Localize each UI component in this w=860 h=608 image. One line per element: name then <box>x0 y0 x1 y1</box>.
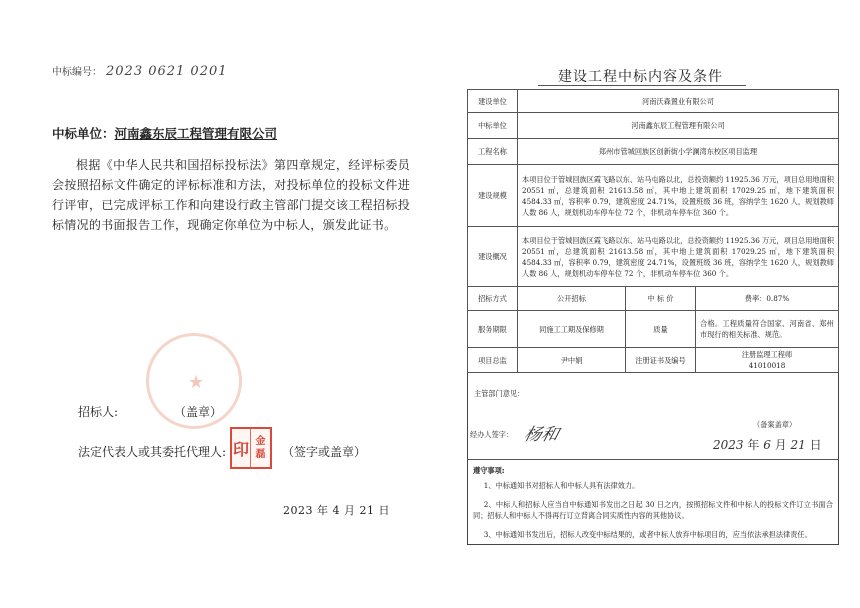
build-unit-value: 河南沃森置业有限公司 <box>518 90 839 113</box>
approval-date-month: 6 <box>763 438 771 452</box>
approval-date-year: 2023 <box>713 438 744 452</box>
tenderer-label: 招标人: <box>78 405 119 419</box>
record-seal-label: （备案盖章） <box>753 420 797 429</box>
table-row <box>468 90 839 113</box>
conditions-title: 建设工程中标内容及条件 <box>558 69 723 85</box>
approval-date-month-unit: 月 <box>774 438 787 452</box>
director-value: 尹中娟 <box>518 348 626 373</box>
cert-value <box>696 348 839 373</box>
conditions-table <box>467 89 839 373</box>
dept-opinion-label: 主管部门意见： <box>474 389 525 398</box>
table-row <box>468 348 839 373</box>
service-value: 同施工工期及保修期 <box>518 311 626 348</box>
winner-line <box>52 124 277 142</box>
build-unit-label: 建设单位 <box>468 90 518 113</box>
method-value: 公开招标 <box>518 287 626 311</box>
seal-star-icon: ★ <box>188 372 205 393</box>
name-seal-char: 磊 <box>255 449 266 460</box>
bid-number <box>52 63 228 79</box>
tenderer-note: （盖章） <box>174 405 223 419</box>
legal-rep-note: （签字或盖章） <box>282 445 367 459</box>
winner-name: 河南鑫东辰工程管理有限公司 <box>114 126 278 141</box>
note-item: 1、中标通知书对招标人和中标人具有法律效力。 <box>483 481 640 490</box>
service-label: 服务期限 <box>468 311 518 348</box>
director-label: 项目总监 <box>468 348 518 373</box>
approval-date-day-unit: 日 <box>809 438 822 452</box>
table-row <box>468 139 839 165</box>
title-underline <box>538 85 746 86</box>
approval-area <box>467 372 839 459</box>
winner-unit-label: 中标单位 <box>468 113 518 139</box>
bid-number-value: 2023 0621 0201 <box>106 64 228 79</box>
note-item: 2、中标人和招标人应当自中标通知书发出之日起 30 日之内，按照招标文件和中标人的投标文件订立书面合同；招标人和中标人不得再行订立背离合同实质性内容的其他协议。 <box>473 500 833 520</box>
table-row <box>468 287 839 311</box>
table-row <box>468 165 839 227</box>
tenderer-line <box>78 403 222 420</box>
notes-section <box>467 459 839 548</box>
table-row <box>468 311 839 348</box>
award-body-text: 根据《中华人民共和国招标投标法》第四章规定，经评标委员会按照招标文件确定的评标标准和方法，对投标单位的投标文件进行评审，已完成评标工作和向建设行政主管部门提交该工程招标投标情况的书面报告工作，现确定你单位为中标人，颁发此证书。 <box>52 158 410 232</box>
cert-number: 41010018 <box>748 361 786 370</box>
handler-label: 经办人签字： <box>470 430 514 439</box>
cert-label: 注册证书及编号 <box>626 348 696 373</box>
bid-price-label: 中 标 价 <box>626 287 696 311</box>
notes-title: 遵守事项: <box>473 466 505 475</box>
winner-label: 中标单位： <box>52 126 115 141</box>
note-item: 3、中标通知书发出后，招标人改变中标结果的，或者中标人放弃中标项目的，应当依法承担法律责任。 <box>483 530 812 539</box>
award-date: 2023 年 4 月 21 日 <box>283 504 390 517</box>
approval-date-year-unit: 年 <box>747 438 760 452</box>
cert-title: 注册监理工程师 <box>741 350 793 359</box>
table-row <box>468 227 839 287</box>
legal-rep-label: 法定代表人或其委托代理人: <box>78 445 227 459</box>
project-name-value: 郑州市管城回族区创新街小学澜湾东校区项目监理 <box>518 139 839 165</box>
bid-number-label: 中标编号： <box>52 67 102 78</box>
approval-date-day: 21 <box>790 438 806 452</box>
project-name-label: 工程名称 <box>468 139 518 165</box>
scale-value: 本项目位于管城回族区霞飞路以东、站马屯路以北，总投资额约 11925.36 万元，项目总用地面积 20551 ㎡，总建筑面积 21613.58 ㎡，其中地上建筑面积 17029.25 ㎡，地下建筑面积 4584.33 ㎡，容积率 0.79，建筑密度 24.71%，设置班级 36 班，容纳学生 1620 人，规划教师人数 86 人，规划机动车停车位 72 个，非机动车停车位 360 个。 <box>518 165 839 227</box>
name-seal-char: 金 <box>255 436 266 447</box>
legal-rep-line <box>78 443 366 460</box>
name-seal-char: 印 <box>232 429 251 467</box>
table-row <box>468 113 839 139</box>
scale-label: 建设规模 <box>468 165 518 227</box>
winner-unit-value: 河南鑫东辰工程管理有限公司 <box>518 113 839 139</box>
overview-label: 建设概况 <box>468 227 518 287</box>
method-label: 招标方式 <box>468 287 518 311</box>
quality-label: 质量 <box>626 311 696 348</box>
approval-date <box>713 436 822 453</box>
bid-price-value: 费率：0.87% <box>696 287 839 311</box>
overview-value: 本项目位于管城回族区霞飞路以东、站马屯路以北，总投资额约 11925.36 万元，项目总用地面积 20551 ㎡，总建筑面积 21613.58 ㎡，其中地上建筑面积 17029.25 ㎡，地下建筑面积 4584.33 ㎡，容积率 0.79，建筑密度 24.71%，设置班级 36 班，容纳学生 1620 人，规划教师人数 86 人，规划机动车停车位 72 个，非机动车停车位 360 个。 <box>518 227 839 287</box>
conditions-page <box>430 0 860 608</box>
handler-signature: 杨和 <box>521 425 562 445</box>
quality-value: 合格。工程质量符合国家、河南省、郑州市现行的相关标准、规范。 <box>696 311 839 348</box>
